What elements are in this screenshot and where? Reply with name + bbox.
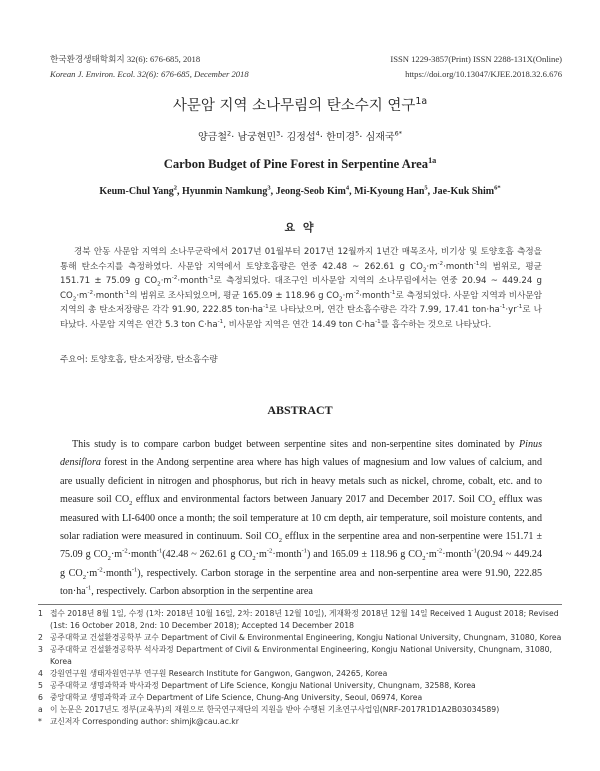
author-en: Jeong-Seob Kim bbox=[275, 186, 346, 197]
footnote-text: 강원연구원 생태자원연구부 연구원 Research Institute for Gangwon, Gangwon, 24265, Korea bbox=[50, 669, 388, 678]
superscript: -1 bbox=[499, 304, 506, 311]
abs-ko-text: ·m bbox=[342, 290, 354, 301]
abs-en-text: (42.48 ~ 262.61 g CO bbox=[162, 549, 253, 561]
author-en-sup: 3 bbox=[267, 184, 271, 192]
abs-ko-text: ·m bbox=[160, 276, 172, 287]
author-en: Mi-Kyoung Han bbox=[354, 186, 425, 197]
footnote-mark: 3 bbox=[38, 645, 43, 654]
author-ko: 양금철 bbox=[198, 132, 227, 143]
title-korean-text: 사문암 지역 소나무림의 탄소수지 연구 bbox=[172, 98, 416, 114]
superscript: -1 bbox=[301, 548, 307, 556]
superscript: -1 bbox=[389, 289, 396, 296]
title-korean-sup: 1a bbox=[415, 96, 428, 108]
author-ko-sup: 4 bbox=[315, 129, 320, 138]
footnote-divider bbox=[38, 604, 562, 605]
abstract-english-heading: ABSTRACT bbox=[267, 403, 333, 417]
species-name: Pinus densiflora bbox=[60, 439, 542, 469]
author-en-sup: 5 bbox=[424, 184, 428, 192]
abs-en-text: ·month bbox=[442, 549, 472, 561]
footnote-mark: 2 bbox=[38, 633, 43, 642]
abs-ko-text: 경북 안동 사문암 지역의 소나무군락에서 2017년 01월부터 2017년 12월까지 1년간 매목조사, 비기상 및 토양호흡 측정을 통해 탄소수지를 측정하였다. 사문암 지역에서 토양호흡량은 연중 42.48 ~ 262.61 g CO bbox=[60, 247, 542, 272]
author-ko: 김정섭 bbox=[286, 132, 316, 143]
subscript: 2 bbox=[278, 537, 282, 545]
author-en-sup: 6* bbox=[494, 184, 501, 192]
superscript: -1 bbox=[375, 319, 381, 326]
abstract-korean-heading: 요 약 bbox=[284, 221, 316, 234]
footnote-mark: 6 bbox=[38, 693, 43, 702]
title-english bbox=[0, 157, 600, 172]
journal-identifiers bbox=[390, 52, 562, 82]
abs-ko-text: 를 흡수하는 것으로 나타났다. bbox=[380, 319, 492, 330]
abs-ko-text: ·month bbox=[443, 261, 474, 272]
subscript: 2 bbox=[72, 296, 77, 303]
superscript: -1 bbox=[207, 275, 214, 282]
abs-en-text: , respectively. Carbon absorption in the serpentine area bbox=[91, 586, 313, 598]
superscript: -1 bbox=[263, 304, 269, 311]
abs-ko-text: 로 나타났으며, 연간 탄소흡수량은 각각 7.99, 17.41 ton·ha bbox=[268, 305, 500, 316]
footnotes bbox=[38, 608, 562, 728]
superscript: -1 bbox=[123, 289, 130, 296]
abs-en-text: ·m bbox=[255, 549, 267, 561]
superscript: -1 bbox=[217, 319, 224, 326]
abs-en-text: efflux in the serpentine area and non-serpentine were 151.71 ± 75.09 g CO bbox=[60, 531, 542, 561]
abs-en-text: ·month bbox=[127, 549, 157, 561]
author-ko: 심재국 bbox=[365, 132, 395, 143]
footnote bbox=[38, 680, 562, 692]
keywords-label: 주요어: bbox=[60, 355, 88, 365]
authors-korean: 양금철$^2$· 남궁현민$^3$· 김정섭$^4$· 한미경$^5$· 심재국$^{6*}$ bbox=[198, 129, 402, 143]
footnote-text: 접수 2018년 8월 1일, 수정 (1차: 2018년 10월 16일, 2차: 2018년 12월 10일), 게재확정 2018년 12월 14일 Received 1 August 2018; Revised (1st: 16 October 2018, 2nd: 10 December 2018); Accepted 14 December 2018 bbox=[50, 609, 559, 630]
subscript: 2 bbox=[157, 281, 161, 288]
abs-ko-text: 의 범위로 조사되었으며, 평균 165.09 ± 118.96 g CO bbox=[129, 290, 340, 301]
subscript: 2 bbox=[252, 555, 256, 563]
superscript: -2 bbox=[122, 548, 128, 556]
subscript: 2 bbox=[422, 555, 426, 563]
title-english-text: Carbon Budget of Pine Forest in Serpentine Area bbox=[163, 157, 429, 171]
abs-en-text: ·month bbox=[102, 567, 132, 579]
abs-en-text: ·month bbox=[272, 549, 302, 561]
footnote-text: 이 논문은 2017년도 정부(교육부)의 재원으로 한국연구재단의 지원을 받아 수행된 기초연구사업임(NRF-2017R1D1A2B03034589) bbox=[50, 705, 500, 714]
abs-en-text: ), respectively. Carbon storage in the serpentine area and non-serpentine area were 91.90, 222.85 ton·ha bbox=[60, 567, 543, 598]
superscript: -1 bbox=[156, 548, 163, 556]
abs-ko-text: ·month bbox=[93, 290, 124, 301]
footnote bbox=[38, 632, 562, 644]
author-ko-sup: 2 bbox=[227, 129, 232, 138]
footnote bbox=[38, 644, 562, 668]
superscript: -2 bbox=[171, 275, 178, 282]
abs-ko-text: 로 측정되었다. 사문암 지역과 비사문암 지역의 총 탄소저장량은 각각 91.90, 222.85 ton·ha bbox=[60, 290, 542, 316]
footnote-mark: 1 bbox=[38, 609, 43, 618]
abs-ko-text: 로 나타났다. 사문암 지역은 연간 5.3 ton C·ha bbox=[60, 305, 542, 330]
author-en-sup: 4 bbox=[345, 184, 350, 192]
author-ko-sup: 3 bbox=[276, 129, 281, 138]
author-ko-sup: 6* bbox=[394, 129, 402, 138]
subscript: 2 bbox=[492, 500, 496, 508]
superscript: -2 bbox=[97, 566, 103, 574]
subscript: 2 bbox=[339, 296, 343, 303]
footnote bbox=[38, 692, 562, 704]
author-ko-sup: 5 bbox=[355, 129, 360, 138]
subscript: 2 bbox=[422, 267, 427, 274]
journal-ko: 한국환경생태학회지 32(6): 676-685, 2018 bbox=[50, 54, 201, 64]
footnote bbox=[38, 608, 562, 632]
footnote bbox=[38, 704, 562, 716]
superscript: -2 bbox=[436, 548, 443, 556]
superscript: -2 bbox=[353, 289, 360, 296]
footnote-mark: 5 bbox=[38, 681, 43, 690]
abs-en-text: ) and 165.09 ± 118.96 g CO bbox=[306, 549, 423, 561]
issn: ISSN 1229-3857(Print) ISSN 2288-131X(Online) bbox=[390, 54, 562, 64]
abs-en-text: forest in the Andong serpentine area where has high values of magnesium and low values of calcium, and are usually deficient in nitrogen and phosphorus, but rich in heavy metals such as nickel, chrome, cobalt, etc. and to measure soil CO bbox=[60, 457, 542, 506]
superscript: -2 bbox=[266, 548, 273, 556]
abs-ko-text: ·m bbox=[426, 261, 438, 272]
author-en-sup: 2 bbox=[173, 184, 178, 192]
author-en: Jae-Kuk Shim bbox=[432, 186, 495, 197]
footnote-mark: 4 bbox=[38, 669, 43, 678]
keywords bbox=[60, 353, 542, 365]
author-ko: 한미경 bbox=[326, 132, 356, 143]
journal-en: Korean J. Environ. Ecol. 32(6): 676-685, December 2018 bbox=[50, 69, 249, 79]
abstract-english-body bbox=[60, 436, 542, 602]
abs-ko-text: ·yr bbox=[505, 305, 517, 316]
superscript: -1 bbox=[516, 304, 523, 311]
superscript: -1 bbox=[473, 260, 480, 267]
subscript: 2 bbox=[107, 555, 111, 563]
abs-en-text: efflux and environmental factors between January 2017 and December 2017. Soil CO bbox=[132, 494, 493, 506]
authors-english: Keum-Chul Yang$^2$, Hyunmin Namkung$^3$, Jeong-Seob Kim$^4$, Mi-Kyoung Han$^5$, Jae-Kuk Shim$^{6*}$ bbox=[99, 184, 501, 197]
footnote-text: 공주대학교 건설환경공학부 석사과정 Department of Civil & Environmental Engineering, Kongju National University, Chungnam, 31080, Korea bbox=[50, 645, 552, 666]
abs-en-text: ·m bbox=[425, 549, 437, 561]
superscript: -1 bbox=[131, 566, 138, 574]
abs-ko-text: ·month bbox=[177, 276, 208, 287]
abs-ko-text: ·m bbox=[76, 290, 88, 301]
keywords-list: 토양호흡, 탄소저장량, 탄소흡수량 bbox=[90, 355, 218, 365]
abstract-korean-body bbox=[60, 245, 542, 333]
title-korean bbox=[0, 94, 600, 115]
superscript: -1 bbox=[471, 548, 477, 556]
superscript: -1 bbox=[85, 584, 92, 592]
superscript: -2 bbox=[87, 289, 93, 296]
title-english-sup: 1a bbox=[428, 155, 437, 165]
abs-en-text: (20.94 ~ 449.24 g CO bbox=[60, 549, 543, 579]
footnote bbox=[38, 668, 562, 680]
author-en: Keum-Chul Yang bbox=[99, 186, 174, 197]
journal-citation bbox=[50, 52, 249, 82]
footnote bbox=[38, 716, 562, 728]
footnote-text[interactable]: 교신저자 Corresponding author: shimjk@cau.ac.kr bbox=[50, 717, 239, 726]
author-en: Hyunmin Namkung bbox=[182, 186, 268, 197]
superscript: -2 bbox=[437, 260, 444, 267]
doi-link[interactable]: https://doi.org/10.13047/KJEE.2018.32.6.676 bbox=[405, 69, 562, 79]
abs-en-text: This study is to compare carbon budget between serpentine sites and non-serpentine sites dominated by bbox=[72, 439, 519, 450]
abs-en-text: ·m bbox=[110, 549, 123, 561]
abs-ko-text: 로 측정되었다. 대조구인 비사문암 지역의 소나무림에서는 연중 20.94 ~ 449.24 g CO bbox=[60, 276, 542, 301]
abs-ko-text: , 비사문암 지역은 연간 14.49 ton C·ha bbox=[223, 319, 376, 330]
subscript: 2 bbox=[129, 500, 133, 508]
abs-ko-text: 의 범위로, 평균 151.71 ± 75.09 g CO bbox=[60, 261, 542, 287]
footnote-text: 공주대학교 건설환경공학부 교수 Department of Civil & Environmental Engineering, Kongju National University, Chungnam, 31080, Korea bbox=[50, 633, 562, 642]
author-ko: 남궁현민 bbox=[237, 132, 277, 143]
subscript: 2 bbox=[82, 573, 86, 581]
abs-en-text: efflux was measured with LI-6400 once a month; the soil temperature at 10 cm depth, air temperature, soil moisture contents, and solar radiation were measured in continuum. Soil CO bbox=[60, 494, 542, 543]
abs-en-text: ·m bbox=[85, 567, 98, 579]
footnote-mark: a bbox=[38, 705, 43, 714]
footnote-text: 공주대학교 생명과학과 박사과정 Department of Life Science, Kongju National University, Chungnam, 32588, Korea bbox=[50, 681, 476, 690]
abs-ko-text: ·month bbox=[359, 290, 390, 301]
footnote-mark: * bbox=[38, 717, 42, 726]
footnote-text: 중앙대학교 생명과학과 교수 Department of Life Science, Chung-Ang University, Seoul, 06974, Korea bbox=[50, 693, 423, 702]
